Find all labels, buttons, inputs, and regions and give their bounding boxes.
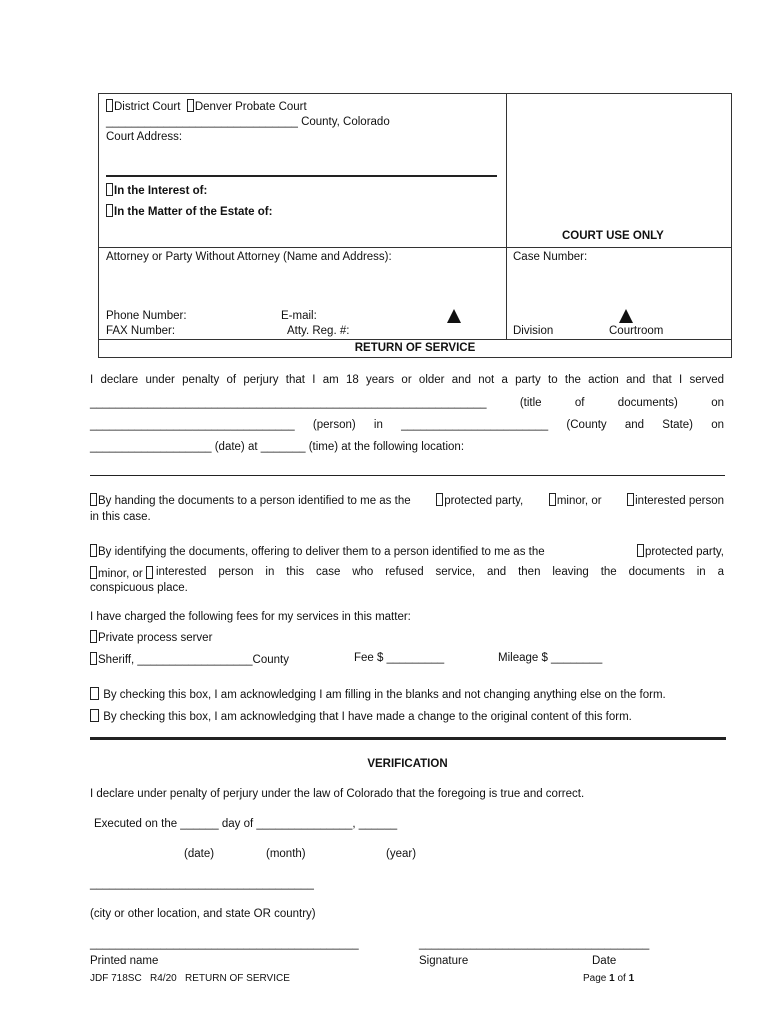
email-label: E-mail: — [281, 310, 317, 322]
county-line[interactable]: ______________________________ County, Colorado — [106, 116, 390, 128]
handing-minor-label: minor, or — [556, 495, 602, 507]
executed-line[interactable]: Executed on the ______ day of _______________, ______ — [94, 818, 398, 830]
page-number — [583, 973, 634, 984]
year-label: (year) — [386, 848, 417, 860]
estate-row — [106, 204, 272, 218]
sheriff-label[interactable]: Sheriff, __________________County — [98, 654, 289, 666]
courtroom-label: Courtroom — [609, 325, 664, 337]
handing-text: By handing the documents to a person identified to me as the — [98, 495, 411, 507]
page-total: 1 — [628, 973, 635, 984]
case-number-label: Case Number: — [513, 251, 588, 263]
document-title-line[interactable]: ______________________________________________________________ (title of documents) on — [90, 397, 724, 409]
identifying-protected-checkbox[interactable] — [637, 544, 644, 557]
district-court-checkbox[interactable] — [106, 99, 113, 112]
month-label: (month) — [266, 848, 306, 860]
denver-probate-checkbox[interactable] — [187, 99, 194, 112]
location-field[interactable]: ___________________________________ — [90, 878, 314, 890]
atty-reg-label: Atty. Reg. #: — [287, 325, 350, 337]
court-address-label: Court Address: — [106, 131, 183, 143]
verification-declare: I declare under penalty of perjury under the law of Colorado that the foregoing is true and correct. — [90, 788, 585, 800]
fees-intro: I have charged the following fees for my services in this matter: — [90, 611, 411, 623]
verification-heading: VERIFICATION — [367, 758, 448, 770]
sheriff-checkbox[interactable] — [90, 652, 97, 665]
identifying-minor-checkbox[interactable] — [90, 566, 97, 579]
person-line[interactable]: ________________________________ (person) in _______________________ (County and State) on — [90, 419, 724, 431]
identifying-row — [90, 544, 724, 558]
estate-checkbox[interactable] — [106, 204, 113, 217]
date-signature-label: Date — [592, 955, 617, 967]
ack2-checkbox[interactable] — [90, 709, 99, 722]
handing-line2: in this case. — [90, 511, 151, 523]
triangle-marker-icon — [447, 309, 461, 323]
address-underline[interactable] — [106, 175, 497, 177]
division-label: Division — [513, 325, 554, 337]
denver-probate-label: Denver Probate Court — [194, 101, 307, 113]
fee-field[interactable]: Fee $ _________ — [354, 652, 445, 664]
phone-label: Phone Number: — [106, 310, 187, 322]
form-title: RETURN OF SERVICE — [354, 342, 476, 354]
triangle-marker-icon — [619, 309, 633, 323]
ack1-checkbox[interactable] — [90, 687, 99, 700]
interest-checkbox[interactable] — [106, 183, 113, 196]
identifying-checkbox[interactable] — [90, 544, 97, 557]
interest-row — [106, 183, 207, 197]
page-prefix: Page — [583, 973, 610, 984]
handing-row — [90, 493, 724, 507]
printed-name-field[interactable]: __________________________________________ — [90, 938, 359, 950]
caption-right-top — [506, 93, 732, 248]
date-time-line[interactable]: ___________________ (date) at _______ (time) at the following location: — [90, 441, 465, 453]
signature-label: Signature — [419, 955, 469, 967]
ack2-label: By checking this box, I am acknowledging that I have made a change to the original content of this form. — [100, 711, 632, 723]
district-court-label: District Court — [114, 101, 181, 113]
identifying-text: By identifying the documents, offering to deliver them to a person identified to me as the — [98, 546, 545, 558]
estate-label: In the Matter of the Estate of: — [114, 206, 273, 218]
ack2-row — [90, 709, 632, 723]
signature-field[interactable]: ____________________________________ — [419, 938, 650, 950]
location-label: (city or other location, and state OR country) — [90, 908, 316, 920]
court-use-only: COURT USE ONLY — [562, 230, 664, 242]
private-server-row — [90, 630, 212, 644]
private-server-checkbox[interactable] — [90, 630, 97, 643]
attorney-label: Attorney or Party Without Attorney (Name and Address): — [106, 251, 392, 263]
identifying-line2-text: interested person in this case who refused service, and then leaving the documents in a — [155, 566, 724, 578]
handing-interested-label: interested person — [635, 495, 724, 507]
handing-minor-checkbox[interactable] — [549, 493, 556, 506]
identifying-row2 — [90, 566, 724, 580]
ack1-row — [90, 687, 666, 701]
handing-protected-label: protected party, — [444, 495, 524, 507]
date-label: (date) — [184, 848, 215, 860]
ack1-label: By checking this box, I am acknowledging I am filling in the blanks and not changing anything else on the form. — [100, 689, 666, 701]
fax-label: FAX Number: — [106, 325, 176, 337]
declare-line: I declare under penalty of perjury that I am 18 years or older and not a party to the action and that I served — [90, 374, 724, 386]
printed-name-label: Printed name — [90, 955, 159, 967]
identifying-protected-label: protected party, — [644, 546, 724, 558]
form-id: JDF 718SC R4/20 RETURN OF SERVICE — [90, 973, 290, 984]
identifying-minor-label: minor, or — [98, 568, 146, 580]
identifying-line3: conspicuous place. — [90, 582, 188, 594]
identifying-interested-checkbox[interactable] — [146, 566, 153, 579]
court-type-row — [106, 99, 307, 113]
location-underline[interactable] — [90, 475, 725, 476]
handing-interested-checkbox[interactable] — [627, 493, 634, 506]
handing-protected-checkbox[interactable] — [436, 493, 443, 506]
sheriff-row — [90, 652, 289, 666]
handing-checkbox[interactable] — [90, 493, 97, 506]
private-server-label: Private process server — [98, 632, 213, 644]
interest-label: In the Interest of: — [114, 185, 208, 197]
page-current: 1 — [609, 973, 615, 984]
section-divider — [90, 737, 726, 740]
page-of: of — [614, 973, 629, 984]
mileage-field[interactable]: Mileage $ ________ — [498, 652, 603, 664]
